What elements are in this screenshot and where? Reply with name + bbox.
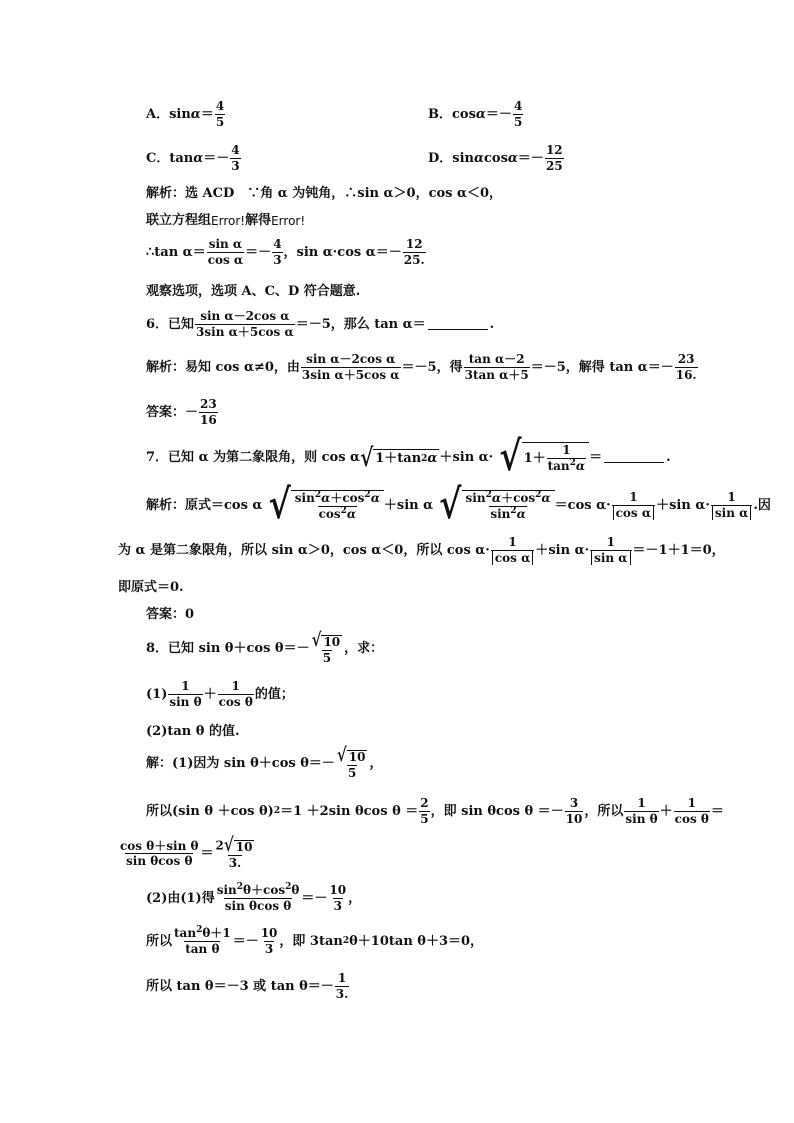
answer-blank	[604, 452, 664, 463]
q5-observe: 观察选项，选项 A、C、D 符合题意.	[146, 284, 361, 299]
sqrt: √ 1＋tan 2 α	[360, 442, 438, 472]
fraction: $\frac{4}{5}$	[513, 99, 523, 129]
q7-question: 7．已知 α 为第二象限角，则 cos α √ 1＋tan 2 α ＋sin α· √ 1＋ $\frac{1}{\tan^2\alpha}$ ＝ .	[146, 433, 671, 481]
fraction: $\frac{10}{3}$	[260, 926, 278, 956]
fraction: $\frac{10}{3}$	[329, 883, 347, 913]
fraction: $\frac{\sin^2\theta+\cos^2\theta}{\text{sin θcos θ}}$	[216, 882, 300, 913]
fraction: $\frac{12}{25.}$	[403, 237, 425, 267]
fraction: $\frac{23}{16}$	[200, 397, 217, 427]
sqrt: √ $\frac{\sin^2\alpha+\cos^2\alpha}{\sin^2\alpha}$	[439, 488, 554, 522]
q8-solution-line5: 所以 $\frac{\tan^2\theta+1}{\text{tan θ}}$ ＝－ $\frac{10}{3}$ ，即 3tan 2 θ＋10tan θ＋3＝0，	[146, 925, 484, 956]
option-b: B．cos α ＝－ $\frac{4}{5}$	[428, 99, 523, 129]
q6-answer: 答案：－ $\frac{23}{16}$	[146, 397, 217, 427]
fraction: $\frac{1}{\text{cos θ}}$	[218, 679, 253, 709]
q7-answer: 答案：0	[146, 607, 195, 622]
fraction: $\frac{1}{\text{sin α}}$	[711, 491, 752, 519]
q8-solution-line6: 所以 tan θ＝－3 或 tan θ＝－ $\frac{1}{3.}$	[146, 971, 349, 1001]
fraction: $\frac{1}{\text{sin θ}}$	[625, 796, 658, 826]
fraction: 2 √ 10 3.	[215, 833, 253, 870]
sqrt: √ 10	[223, 833, 253, 857]
q8-question: 8．已知 sin θ＋cos θ＝－ √ 10 5 ，求：	[146, 628, 384, 665]
sqrt: √ $\frac{\sin^2\alpha+\cos^2\alpha}{\cos^2\alpha}$	[268, 488, 383, 522]
q8-solution-line3: $\frac{\text{cos θ＋sin θ}}{\text{sin θcos θ}}$ ＝ 2 √ 10 3.	[118, 838, 256, 869]
q8-solution-line4: (2)由(1)得 $\frac{\sin^2\theta+\cos^2\theta}{\text{sin θcos θ}}$ ＝－ $\frac{10}{3}$ ，	[146, 882, 362, 913]
fraction: √ 10 5	[311, 628, 341, 665]
fraction: $\frac{\tan^2\theta+1}{\text{tan θ}}$	[174, 925, 231, 956]
q6-question: 6．已知 $\frac{\text{sin α－2cos α}}{\text{3sin α＋5cos α}}$ ＝－5，那么 tan α＝ .	[146, 309, 495, 339]
q8-solution-line2: 所以(sin θ ＋cos θ) 2 ＝1 ＋2sin θcos θ ＝ $\frac{2}{5}$ ，即 sin θcos θ ＝－ $\frac{3}{10}$ ，所以 $\frac{1}{\text{sin θ}}$ ＋ $\frac{1}{\text{cos θ}}$ ＝	[146, 796, 724, 826]
fraction: $\frac{4}{5}$	[215, 99, 225, 129]
answer-blank	[428, 319, 488, 330]
option-d: D．sin α cos α ＝－ $\frac{12}{25}$	[428, 143, 563, 173]
fraction: $\frac{1}{\text{sin θ}}$	[169, 679, 202, 709]
q5-analysis-line2: 联立方程组 Error! 解得 Error!	[146, 213, 306, 228]
sqrt: √ 1＋ $\frac{1}{\tan^2\alpha}$	[499, 440, 589, 474]
fraction: $\frac{1}{\text{cos α}}$	[612, 491, 655, 519]
q7-analysis-line2: 为 α 是第二象限角，所以 sin α＞0，cos α＜0，所以 cos α· $\frac{1}{\text{cos α}}$ ＋sin α· $\frac{1}{\text{sin α}}$ ＝－1＋1＝0，	[118, 535, 725, 565]
q7-analysis-line1: 解析：原式＝cos α √ $\frac{\sin^2\alpha+\cos^2\alpha}{\cos^2\alpha}$ ＋sin α √ $\frac{\sin^2\alpha+\cos^2\alpha}{\sin^2\alpha}$ ＝cos α· $\frac{1}{\text{cos α}}$ ＋sin α· $\frac{1}{\text{sin α}}$ .因	[146, 481, 771, 529]
sqrt: √ 10	[336, 743, 366, 767]
fraction: √ 10 5	[336, 743, 366, 780]
fraction: $\frac{3}{10}$	[565, 796, 583, 826]
fraction: $\frac{\text{cos θ＋sin θ}}{\text{sin θcos θ}}$	[120, 838, 199, 869]
fraction: $\frac{\text{sin α－2cos α}}{\text{3sin α＋5cos α}}$	[196, 309, 294, 339]
fraction: $\frac{1}{\text{cos θ}}$	[674, 796, 709, 826]
q5-tan-line: ∴tan α＝ $\frac{\text{sin α}}{\text{cos α}}$ ＝－ $\frac{4}{3}$ ，sin α·cos α＝－ $\frac{12}{25.}$	[146, 237, 425, 267]
fraction: $\frac{\text{tan α－2}}{\text{3tan α＋5}}$	[464, 352, 529, 382]
q6-analysis: 解析：易知 cos α≠0，由 $\frac{\text{sin α－2cos α}}{\text{3sin α＋5cos α}}$ ＝－5，得 $\frac{\text{tan α－2}}{\text{3tan α＋5}}$ ＝－5，解得 tan α＝－ $\frac{23}{16.}$	[146, 352, 697, 382]
fraction: $\frac{\sin^2\alpha+\cos^2\alpha}{\sin^2\alpha}$	[465, 490, 551, 521]
fraction: $\frac{1}{3.}$	[335, 971, 349, 1001]
q5-analysis-line1: 解析：选 ACD ∵角 α 为钝角，∴sin α＞0，cos α＜0，	[146, 186, 503, 201]
fraction: $\frac{\text{sin α}}{\text{cos α}}$	[207, 237, 244, 267]
q8-part2: (2)tan θ 的值.	[146, 724, 240, 739]
fraction: $\frac{4}{3}$	[273, 237, 282, 267]
fraction: $\frac{2}{5}$	[420, 796, 429, 826]
fraction: $\frac{1}{\text{cos α}}$	[491, 536, 534, 564]
q8-part1: (1) $\frac{1}{\text{sin θ}}$ ＋ $\frac{1}{\text{cos θ}}$ 的值；	[146, 679, 294, 709]
option-c: C．tan α ＝－ $\frac{4}{3}$	[146, 143, 240, 173]
option-a: A．sin α ＝ $\frac{4}{5}$	[146, 99, 225, 129]
sqrt: √ 10	[311, 628, 341, 652]
fraction: $\frac{4}{3}$	[231, 143, 240, 173]
fraction: $\frac{12}{25}$	[545, 143, 563, 173]
fraction: $\frac{1}{\tan^2\alpha}$	[547, 443, 586, 473]
q8-solution-line1: 解：(1)因为 sin θ＋cos θ＝－ √ 10 5 ，	[146, 743, 383, 780]
fraction: $\frac{\text{sin α－2cos α}}{\text{3sin α＋5cos α}}$	[301, 352, 400, 382]
fraction: $\frac{23}{16.}$	[675, 352, 697, 382]
q7-conclusion: 即原式＝0.	[118, 580, 184, 595]
fraction: $\frac{\sin^2\alpha+\cos^2\alpha}{\cos^2\alpha}$	[294, 490, 380, 521]
fraction: $\frac{1}{\text{sin α}}$	[590, 536, 631, 564]
